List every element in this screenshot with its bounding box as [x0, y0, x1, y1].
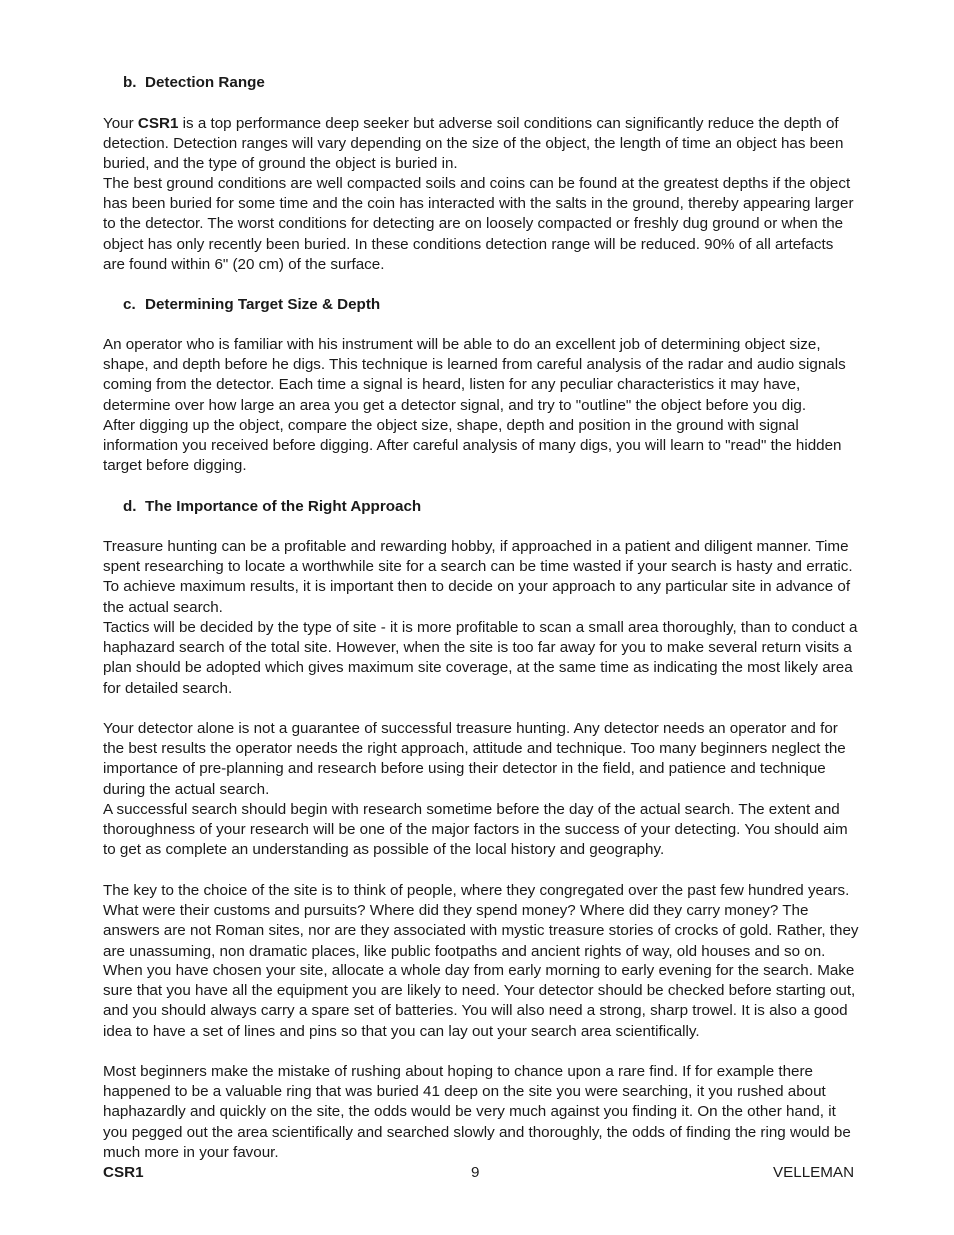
- paragraph: A successful search should begin with research sometime before the day of the actual search. The extent and thoroughness of your research will be one of the major factors in the success of your detecting. You should aim to get as complete an understanding as possible of the local history and geography.: [103, 801, 848, 859]
- footer-brand: VELLEMAN: [773, 1164, 855, 1181]
- paragraph: After digging up the object, compare the object size, shape, depth and position in the ground with signal information you received before digging. After careful analysis of many digs, you will learn to "read" the hidden target before digging.: [103, 417, 842, 475]
- section-title: Determining Target Size & Depth: [145, 296, 381, 313]
- paragraph: Your detector alone is not a guarantee of successful treasure hunting. Any detector needs an operator and for the best results the operator needs the right approach, attitude and technique. Too many beginners neglect the importance of pre-planning and research before using their detector in the field, and patience and technique during the actual search.: [103, 720, 846, 798]
- paragraph: An operator who is familiar with his instrument will be able to do an excellent job of determining object size, shape, and depth before he digs. This technique is learned from careful analysis of the radar and audio signals coming from the detector. Each time a signal is heard, listen for any peculiar characteristics it may have, determine over how large an area you get a detector signal, and try to "outline" the object before you dig.: [103, 336, 846, 414]
- paragraph: Treasure hunting can be a profitable and rewarding hobby, if approached in a patient and diligent manner. Time spent researching to locate a worthwhile site for a search can be time wasted if your search is hasty and erratic. To achieve maximum results, it is important then to decide on your approach to any particular site in advance of the actual search.: [103, 538, 853, 616]
- paragraph: Tactics will be decided by the type of site - it is more profitable to scan a small area thoroughly, than to conduct a haphazard search of the total site. However, when the site is too far away for you to make several return visits a plan should be adopted which gives maximum site coverage, at the same time as indicating the most likely area for detailed search.: [103, 619, 858, 697]
- section-heading-right-approach: [123, 497, 421, 517]
- paragraph-text: is a top performance deep seeker but adverse soil conditions can significantly reduce the depth of detection. Detection ranges will vary depending on the size of the object, the length of time an object has been buried, and the type of ground the object is buried in.: [103, 115, 844, 173]
- section-letter: b.: [123, 74, 137, 91]
- section-title: Detection Range: [145, 74, 265, 91]
- paragraph: Most beginners make the mistake of rushing about hoping to chance upon a rare find. If for example there happened to be a valuable ring that was buried 41 deep on the site you were searching, it you rushed about haphazardly and quickly on the site, the odds would be very much against you finding it. On the other hand, it you pegged out the area scientifically and searched slowly and thoroughly, the odds of finding the ring would be much more in your favour.: [103, 1063, 851, 1161]
- paragraph: [103, 114, 859, 175]
- footer-model-name: CSR1: [103, 1164, 144, 1181]
- section-title: The Importance of the Right Approach: [145, 498, 422, 515]
- section-heading-target-size-depth: [123, 295, 380, 315]
- section-letter: c.: [123, 296, 136, 313]
- footer-page-number: 9: [471, 1164, 480, 1181]
- section-letter: d.: [123, 498, 137, 515]
- section-heading-detection-range: [123, 73, 265, 93]
- product-name: CSR1: [137, 115, 179, 132]
- paragraph: The key to the choice of the site is to think of people, where they congregated over the past few hundred years. What were their customs and pursuits? Where did they spend money? Where did they carry money? The answers are not Roman sites, nor are they associated with mystic treasure stories of crocks of gold. Rather, they are unassuming, non dramatic places, like public footpaths and ancient rights of way, old houses and so on.: [103, 882, 859, 960]
- paragraph: The best ground conditions are well compacted soils and coins can be found at the greatest depths if the object has been buried for some time and the coin has interacted with the salts in the ground, thereby appearing larger to the detector. The worst conditions for detecting are on loosely compacted or freshly dug ground or when the object has only recently been buried. In these conditions detection range will be reduced. 90% of all artefacts are found within 6" (20 cm) of the surface.: [103, 175, 854, 273]
- paragraph-text: Your: [103, 115, 138, 132]
- paragraph: When you have chosen your site, allocate a whole day from early morning to early evening for the search. Make sure that you have all the equipment you are likely to need. Your detector should be checked before starting out, and you should always carry a spare set of batteries. You will also need a strong, sharp trowel. It is also a good idea to have a set of lines and pins so that you can lay out your search area scientifically.: [103, 962, 856, 1040]
